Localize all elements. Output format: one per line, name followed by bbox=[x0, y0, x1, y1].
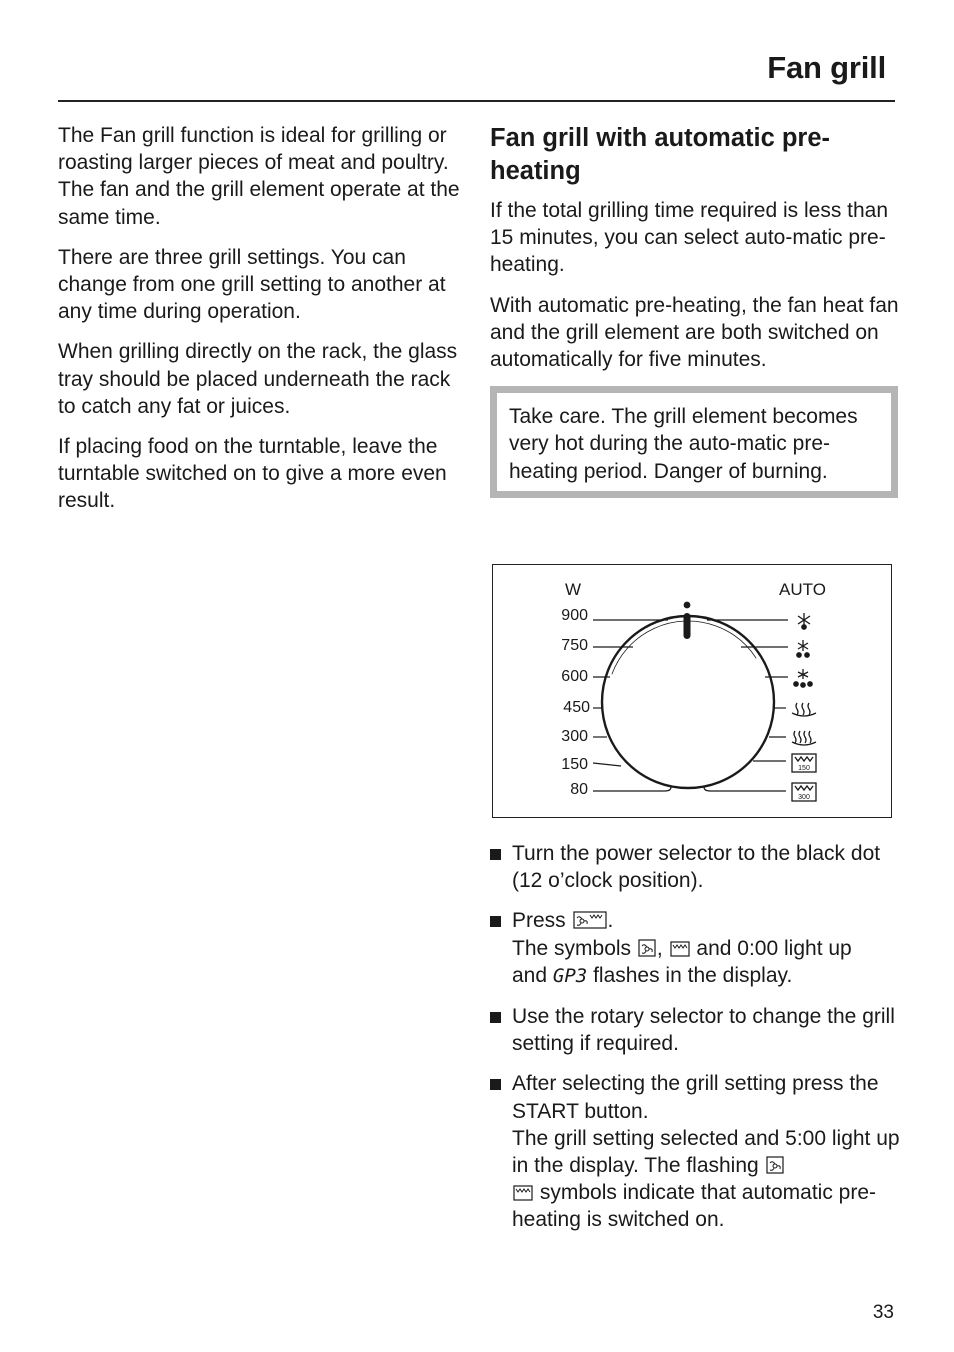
defrost-icon-2 bbox=[797, 640, 809, 657]
step-text: Use the rotary selector to change the grill setting if required. bbox=[512, 1005, 895, 1056]
page-number: 33 bbox=[872, 1302, 894, 1323]
grill-icon bbox=[670, 941, 690, 957]
symbols-comma: , bbox=[656, 936, 663, 960]
power-level-80: 80 bbox=[570, 781, 588, 798]
symbols-text: The symbols bbox=[512, 936, 632, 960]
turntable-paragraph: If placing food on the turntable, leave the turntable switched on to give a more even result. bbox=[58, 435, 447, 513]
section-heading: Fan grill with automatic pre-heating bbox=[490, 124, 831, 185]
leader-auto-7 bbox=[704, 787, 786, 791]
rack-paragraph: When grilling directly on the rack, the glass tray should be placed underneath the rack to catch any fat or juices. bbox=[58, 340, 458, 418]
leader-150 bbox=[593, 763, 621, 766]
step-rotary-selector bbox=[490, 1003, 900, 1057]
power-level-300: 300 bbox=[561, 728, 588, 745]
cook-icon-150 bbox=[792, 754, 816, 772]
dial-left-label: W bbox=[565, 580, 582, 599]
left-column bbox=[58, 122, 468, 528]
power-level-600: 600 bbox=[561, 668, 588, 685]
display-code: GP3 bbox=[552, 964, 588, 987]
bullet-icon bbox=[490, 916, 501, 927]
reheat-icon-2 bbox=[792, 731, 816, 745]
dial-pointer bbox=[684, 613, 691, 639]
power-level-150: 150 bbox=[561, 756, 588, 773]
bullet-icon bbox=[490, 1012, 501, 1023]
power-level-450: 450 bbox=[563, 699, 590, 716]
power-level-900: 900 bbox=[561, 607, 588, 624]
light-up-text: and 0:00 light up bbox=[696, 936, 852, 960]
preheat-paragraph: If the total grilling time required is less than 15 minutes, you can select auto-matic pre-heating. bbox=[490, 199, 889, 277]
header-rule bbox=[58, 100, 895, 102]
step-start-button bbox=[490, 1070, 900, 1233]
fan-icon bbox=[766, 1156, 784, 1174]
step-text: Turn the power selector to the black dot (12 o’clock position). bbox=[512, 842, 881, 893]
cook-icon-300 bbox=[792, 783, 816, 801]
intro-paragraph: The Fan grill function is ideal for grilling or roasting larger pieces of meat and poultry. The fan and the grill element operate at the same time. bbox=[58, 124, 460, 229]
defrost-icon-3 bbox=[794, 669, 812, 687]
bullet-icon bbox=[490, 1079, 501, 1090]
press-period: . bbox=[607, 909, 614, 933]
flash-text: flashes in the display. bbox=[593, 963, 793, 987]
settings-paragraph: There are three grill settings. You can change from one grill setting to another at any time during operation. bbox=[58, 245, 446, 324]
press-text: Press bbox=[512, 909, 566, 933]
black-dot-marker bbox=[684, 602, 691, 609]
power-selector-diagram bbox=[492, 564, 892, 818]
leader-80 bbox=[593, 787, 671, 791]
bullet-icon bbox=[490, 849, 501, 860]
preheat-detail-paragraph: With automatic pre-heating, the fan heat fan and the grill element are both switched on automatically for five minutes. bbox=[490, 293, 899, 372]
warning-box: Take care. The grill element becomes very hot during the auto-matic pre-heating period. Danger of burning. bbox=[490, 386, 898, 498]
dial-knob bbox=[602, 616, 774, 788]
grill-icon bbox=[513, 1185, 533, 1201]
fan-icon bbox=[638, 939, 656, 957]
right-column bbox=[490, 122, 900, 498]
reheat-icon-1 bbox=[792, 703, 816, 716]
page-title: Fan grill bbox=[767, 50, 886, 85]
cook-icon-150-label: 150 bbox=[798, 765, 810, 772]
defrost-icon-1 bbox=[798, 613, 810, 629]
dial-right-label: AUTO bbox=[779, 580, 826, 599]
display-text: The grill setting selected and 5:00 light up in the display. The flashing bbox=[512, 1126, 900, 1178]
fan-grill-button-icon bbox=[573, 911, 607, 929]
power-level-750: 750 bbox=[561, 637, 588, 654]
cook-icon-300-label: 300 bbox=[798, 794, 810, 801]
start-text: After selecting the grill setting press the START button. bbox=[512, 1072, 879, 1123]
symbols-indicate-text: symbols indicate that automatic pre-heating is switched on. bbox=[512, 1181, 876, 1232]
instruction-steps bbox=[490, 840, 900, 1247]
step-press-button bbox=[490, 907, 900, 990]
and-text: and bbox=[512, 963, 548, 987]
step-power-selector bbox=[490, 840, 900, 894]
